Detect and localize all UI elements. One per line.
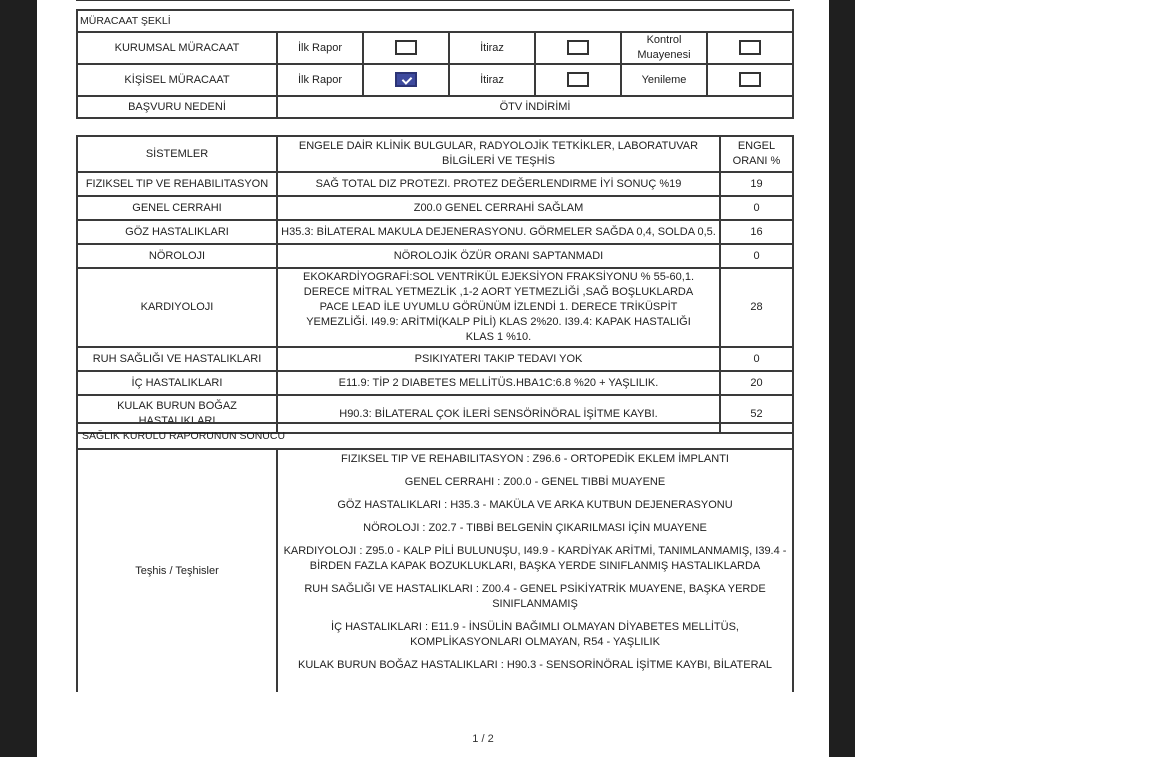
option-label: İtiraz	[449, 64, 535, 96]
diagnosis-item: GÖZ HASTALIKLARI : H35.3 - MAKÜLA VE ARKA KUTBUN DEJENERASYONU	[337, 499, 733, 511]
system-disability-rate: 28	[720, 268, 793, 347]
system-name: İÇ HASTALIKLARI	[77, 371, 277, 395]
system-name: GENEL CERRAHI	[77, 196, 277, 220]
system-findings: H35.3: BİLATERAL MAKULA DEJENERASYONU. GÖRMELER SAĞDA 0,4, SOLDA 0,5.	[277, 220, 720, 244]
system-findings: H90.3: BİLATERAL ÇOK İLERİ SENSÖRİNÖRAL İŞİTME KAYBI.	[277, 395, 720, 433]
header-systems: SİSTEMLER	[77, 136, 277, 172]
application-row-corporate	[77, 32, 793, 64]
system-row	[77, 347, 793, 371]
option-label: İlk Rapor	[277, 32, 363, 64]
committee-result-table	[76, 422, 794, 692]
system-findings: SAĞ TOTAL DIZ PROTEZI. PROTEZ DEĞERLENDIRME İYİ SONUÇ %19	[277, 172, 720, 196]
diagnosis-list	[277, 449, 793, 692]
system-name: KARDIYOLOJI	[77, 268, 277, 347]
diagnosis-item: NÖROLOJI : Z02.7 - TIBBİ BELGENİN ÇIKARILMASI İÇİN MUAYENE	[363, 522, 707, 534]
personal-renewal-checkbox[interactable]	[739, 72, 761, 87]
systems-findings-body	[77, 172, 793, 433]
diagnosis-item: FIZIKSEL TIP VE REHABILITASYON : Z96.6 - ORTOPEDİK EKLEM İMPLANTI	[341, 453, 729, 465]
system-disability-rate: 0	[720, 244, 793, 268]
option-label: İtiraz	[449, 32, 535, 64]
viewer-right-margin	[829, 0, 855, 757]
system-disability-rate: 52	[720, 395, 793, 433]
option-label: Yenileme	[621, 64, 707, 96]
application-type-table	[76, 9, 794, 119]
system-row	[77, 268, 793, 347]
header-findings: ENGELE DAİR KLİNİK BULGULAR, RADYOLOJİK TETKİKLER, LABORATUVAR BİLGİLERİ VE TEŞHİS	[277, 136, 720, 172]
system-name: RUH SAĞLIĞI VE HASTALIKLARI	[77, 347, 277, 371]
diagnosis-item: İÇ HASTALIKLARI : E11.9 - İNSÜLİN BAĞIMLI OLMAYAN DİYABETES MELLİTÜS, KOMPLİKASYONLARI OLMAYAN, R54 - YAŞLILIK	[331, 621, 739, 648]
result-section-title: SAĞLIK KURULU RAPORUNUN SONUCU	[77, 423, 793, 449]
system-disability-rate: 0	[720, 347, 793, 371]
option-label: İlk Rapor	[277, 64, 363, 96]
system-name: NÖROLOJI	[77, 244, 277, 268]
system-row	[77, 172, 793, 196]
system-disability-rate: 19	[720, 172, 793, 196]
system-findings: NÖROLOJİK ÖZÜR ORANI SAPTANMADI	[277, 244, 720, 268]
personal-first-report-checkbox[interactable]	[395, 72, 417, 87]
system-row	[77, 220, 793, 244]
system-disability-rate: 20	[720, 371, 793, 395]
system-name: GÖZ HASTALIKLARI	[77, 220, 277, 244]
document-page	[37, 0, 829, 757]
application-type-label: KİŞİSEL MÜRACAAT	[77, 64, 277, 96]
page-indicator: 1 / 2	[472, 733, 494, 745]
system-findings: E11.9: TİP 2 DIABETES MELLİTÜS.HBA1C:6.8 %20 + YAŞLILIK.	[277, 371, 720, 395]
previous-table-bottom-border	[76, 0, 790, 1]
corporate-first-report-checkbox[interactable]	[395, 40, 417, 55]
diagnosis-item: KULAK BURUN BOĞAZ HASTALIKLARI : H90.3 - SENSORİNÖRAL İŞİTME KAYBI, BİLATERAL	[298, 659, 772, 671]
application-section-title: MÜRACAAT ŞEKLİ	[77, 10, 793, 32]
option-label: Kontrol Muayenesi	[621, 32, 707, 64]
application-reason-label: BAŞVURU NEDENİ	[77, 96, 277, 118]
system-row	[77, 196, 793, 220]
diagnosis-label: Teşhis / Teşhisler	[77, 449, 277, 692]
system-findings: EKOKARDİYOGRAFİ:SOL VENTRİKÜL EJEKSİYON FRAKSİYONU % 55-60,1. DERECE MİTRAL YETMEZLİK ,1-2 AORT YETMEZLİĞİ ,SAĞ BOŞLUKLARDA PACE LEAD İLE UYUMLU GÖRÜNÜM İZLENDİ 1. DERECE TRİKÜSPİT YEMEZLİĞİ. I49.9: ARİTMİ(KALP PİLİ) KLAS 2%20. I39.4: KAPAK HASTALIĞI KLAS 1 %10.	[277, 268, 720, 347]
system-name: KULAK BURUN BOĞAZ HASTALIKLARI	[77, 395, 277, 433]
system-row	[77, 244, 793, 268]
viewer-left-margin	[0, 0, 37, 757]
systems-findings-table	[76, 135, 794, 434]
application-type-label: KURUMSAL MÜRACAAT	[77, 32, 277, 64]
personal-objection-checkbox[interactable]	[567, 72, 589, 87]
system-name: FIZIKSEL TIP VE REHABILITASYON	[77, 172, 277, 196]
corporate-objection-checkbox[interactable]	[567, 40, 589, 55]
diagnosis-item: GENEL CERRAHI : Z00.0 - GENEL TIBBİ MUAYENE	[404, 476, 666, 488]
application-reason-value: ÖTV İNDİRİMİ	[277, 96, 793, 118]
header-disability-rate: ENGEL ORANI %	[720, 136, 793, 172]
system-findings: PSIKIYATERI TAKIP TEDAVI YOK	[277, 347, 720, 371]
diagnosis-item: KARDIYOLOJI : Z95.0 - KALP PİLİ BULUNUŞU, I49.9 - KARDİYAK ARİTMİ, TANIMLANMAMIŞ, I39.4 - BİRDEN FAZLA KAPAK BOZUKLUKLARI, BAŞKA YERDE SINIFLANMIŞ HASTALIKLARDA	[283, 545, 787, 572]
system-findings: Z00.0 GENEL CERRAHİ SAĞLAM	[277, 196, 720, 220]
system-disability-rate: 0	[720, 196, 793, 220]
application-row-personal	[77, 64, 793, 96]
system-disability-rate: 16	[720, 220, 793, 244]
system-row	[77, 371, 793, 395]
diagnosis-item: RUH SAĞLIĞI VE HASTALIKLARI : Z00.4 - GENEL PSİKİYATRİK MUAYENE, BAŞKA YERDE SINIFLANMAMIŞ	[304, 583, 766, 610]
corporate-control-exam-checkbox[interactable]	[739, 40, 761, 55]
